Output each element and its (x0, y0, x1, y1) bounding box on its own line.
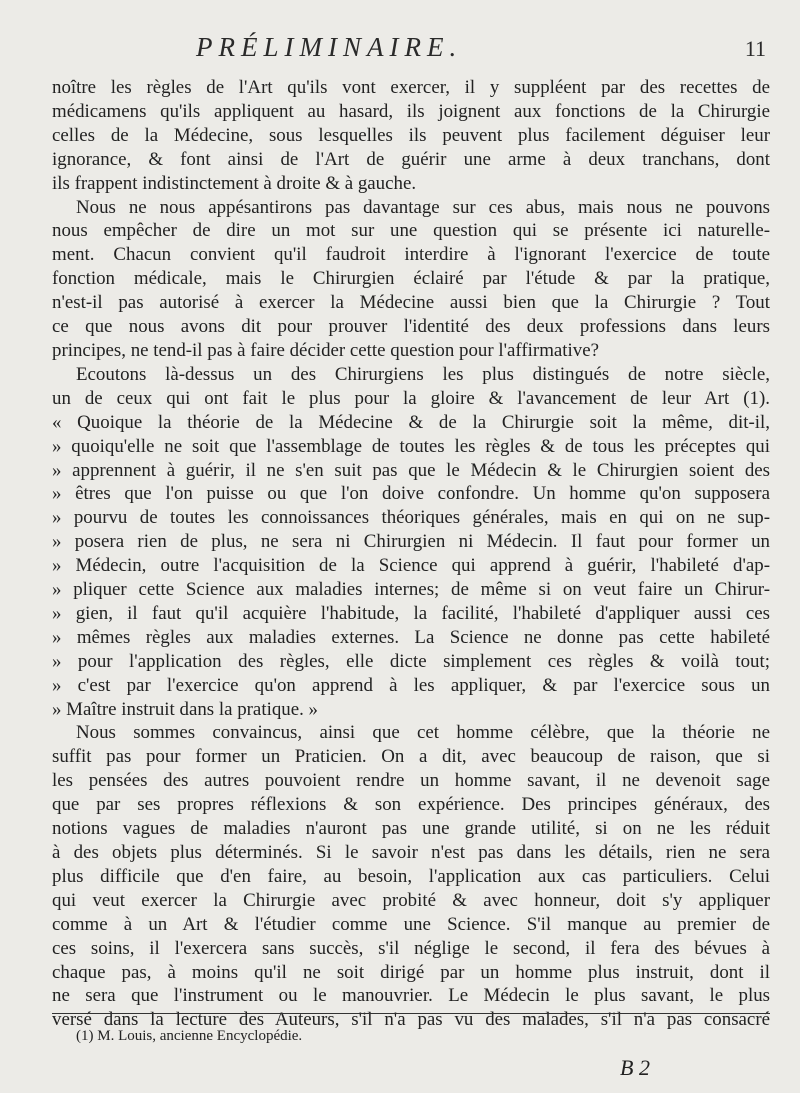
text-line: ces soins, il l'exercera sans succès, s'il néglige le second, il fera des bévues à (52, 937, 770, 959)
quote-line: » c'est par l'exercice qu'on apprend à les appliquer, & par l'exercice sous un (52, 674, 770, 696)
quote-line: » mêmes règles aux maladies externes. La Science ne donne pas cette habileté (52, 626, 770, 648)
text-line: principes, ne tend-il pas à faire décider cette question pour l'affirmative? (52, 339, 599, 361)
quote-line: » Médecin, outre l'acquisition de la Science qui apprend à guérir, l'habileté d'ap- (52, 555, 770, 577)
text-line: qui veut exercer la Chirurgie avec probité & avec honneur, doit s'y appliquer (52, 889, 770, 911)
text-line: à des objets plus déterminés. Si le savoir n'est pas dans les détails, rien ne sera (52, 842, 770, 863)
text-line: suffit pas pour former un Praticien. On a dit, avec beaucoup de raison, que si (52, 746, 770, 768)
quote-line: » apprennent à guérir, il ne s'en suit pas que le Médecin & le Chirurgien soient des (52, 459, 770, 481)
text-line: celles de la Médecine, sous lesquelles ils peuvent plus facilement déguiser leur (52, 124, 770, 146)
text-line: ignorance, & font ainsi de l'Art de guérir une arme à deux tranchans, dont (52, 148, 770, 170)
quote-line: » pourvu de toutes les connoissances théoriques générales, mais en qui on ne sup- (52, 507, 770, 529)
text-line: que par ses propres réflexions & son expérience. Des principes généraux, des (52, 794, 770, 816)
signature-mark: B 2 (620, 1055, 650, 1080)
text-line: ment. Chacun convient qu'il faudroit interdire à l'ignorant l'exercice de toute (52, 244, 770, 266)
text-line: plus difficile que d'en faire, au besoin, l'application aux cas particuliers. Celui (52, 865, 770, 887)
quote-line: « Quoique la théorie de la Médecine & de la Chirurgie soit la même, dit-il, (52, 411, 770, 433)
text-line: un de ceux qui ont fait le plus pour la gloire & l'avancement de leur Art (1). (52, 387, 770, 409)
quote-line: » gien, il faut qu'il acquière l'habitude, la facilité, l'habileté d'appliquer aussi ces (52, 602, 770, 624)
text-line: noître les règles de l'Art qu'ils vont exercer, il y suppléent par des recettes de (52, 77, 770, 98)
quote-line: » Maître instruit dans la pratique. » (52, 698, 318, 720)
quote-line: » pour l'application des règles, elle dicte simplement ces règles & voilà tout; (52, 650, 770, 672)
quote-line: » quoiqu'elle ne soit que l'assemblage de toutes les règles & de tous les préceptes qui (52, 435, 770, 457)
text-line: ils frappent indistinctement à droite & à gauche. (52, 172, 417, 194)
text-line: Nous ne nous appésantirons pas davantage sur ces abus, mais nous ne pouvons (76, 196, 770, 218)
page-header (0, 32, 800, 72)
text-line: nous empêcher de dire un mot sur une question qui se présente ici naturelle- (52, 220, 770, 242)
quote-line: » êtres que l'on puisse ou que l'on doive confondre. Un homme qu'on supposera (52, 483, 770, 505)
text-line: chaque pas, à moins qu'il ne soit dirigé par un homme plus instruit, dont il (52, 961, 770, 983)
text-line: ne sera que l'instrument ou le manouvrier. Le Médecin le plus savant, le plus (52, 985, 770, 1007)
running-title: PRÉLIMINAIRE. (196, 32, 463, 62)
quote-line: » posera rien de plus, ne sera ni Chirurgien ni Médecin. Il faut pour former un (52, 531, 770, 553)
text-line: médicamens qu'ils appliquent au hasard, ils joignent aux fonctions de la Chirurgie (52, 100, 770, 122)
text-line: ce que nous avons dit pour prouver l'identité des deux professions dans leurs (52, 316, 770, 338)
text-line: comme à un Art & l'étudier comme une Science. S'il manque au premier de (52, 913, 770, 935)
text-line: versé dans la lecture des Auteurs, s'il n'a pas vu des malades, s'il n'a pas consacré (52, 1009, 770, 1031)
text-line: n'est-il pas autorisé à exercer la Médecine aussi bien que la Chirurgie ? Tout (52, 292, 770, 314)
footnote: (1) M. Louis, ancienne Encyclopédie. (76, 1028, 303, 1044)
body-text (52, 76, 770, 1032)
page-number: 11 (744, 36, 766, 61)
text-line: les pensées des autres pouvoient rendre un homme savant, il ne devenoit sage (52, 770, 770, 792)
text-line: fonction médicale, mais le Chirurgien éclairé par l'étude & par la pratique, (52, 268, 770, 290)
text-line: Nous sommes convaincus, ainsi que cet homme célèbre, que la théorie ne (76, 722, 770, 744)
quote-line: » pliquer cette Science aux maladies internes; de même si on veut faire un Chirur- (52, 579, 770, 601)
footnote-divider (52, 1013, 770, 1014)
text-line: Ecoutons là-dessus un des Chirurgiens les plus distingués de notre siècle, (76, 363, 770, 385)
text-line: notions vagues de maladies n'auront pas une grande utilité, si on ne les réduit (52, 818, 770, 840)
